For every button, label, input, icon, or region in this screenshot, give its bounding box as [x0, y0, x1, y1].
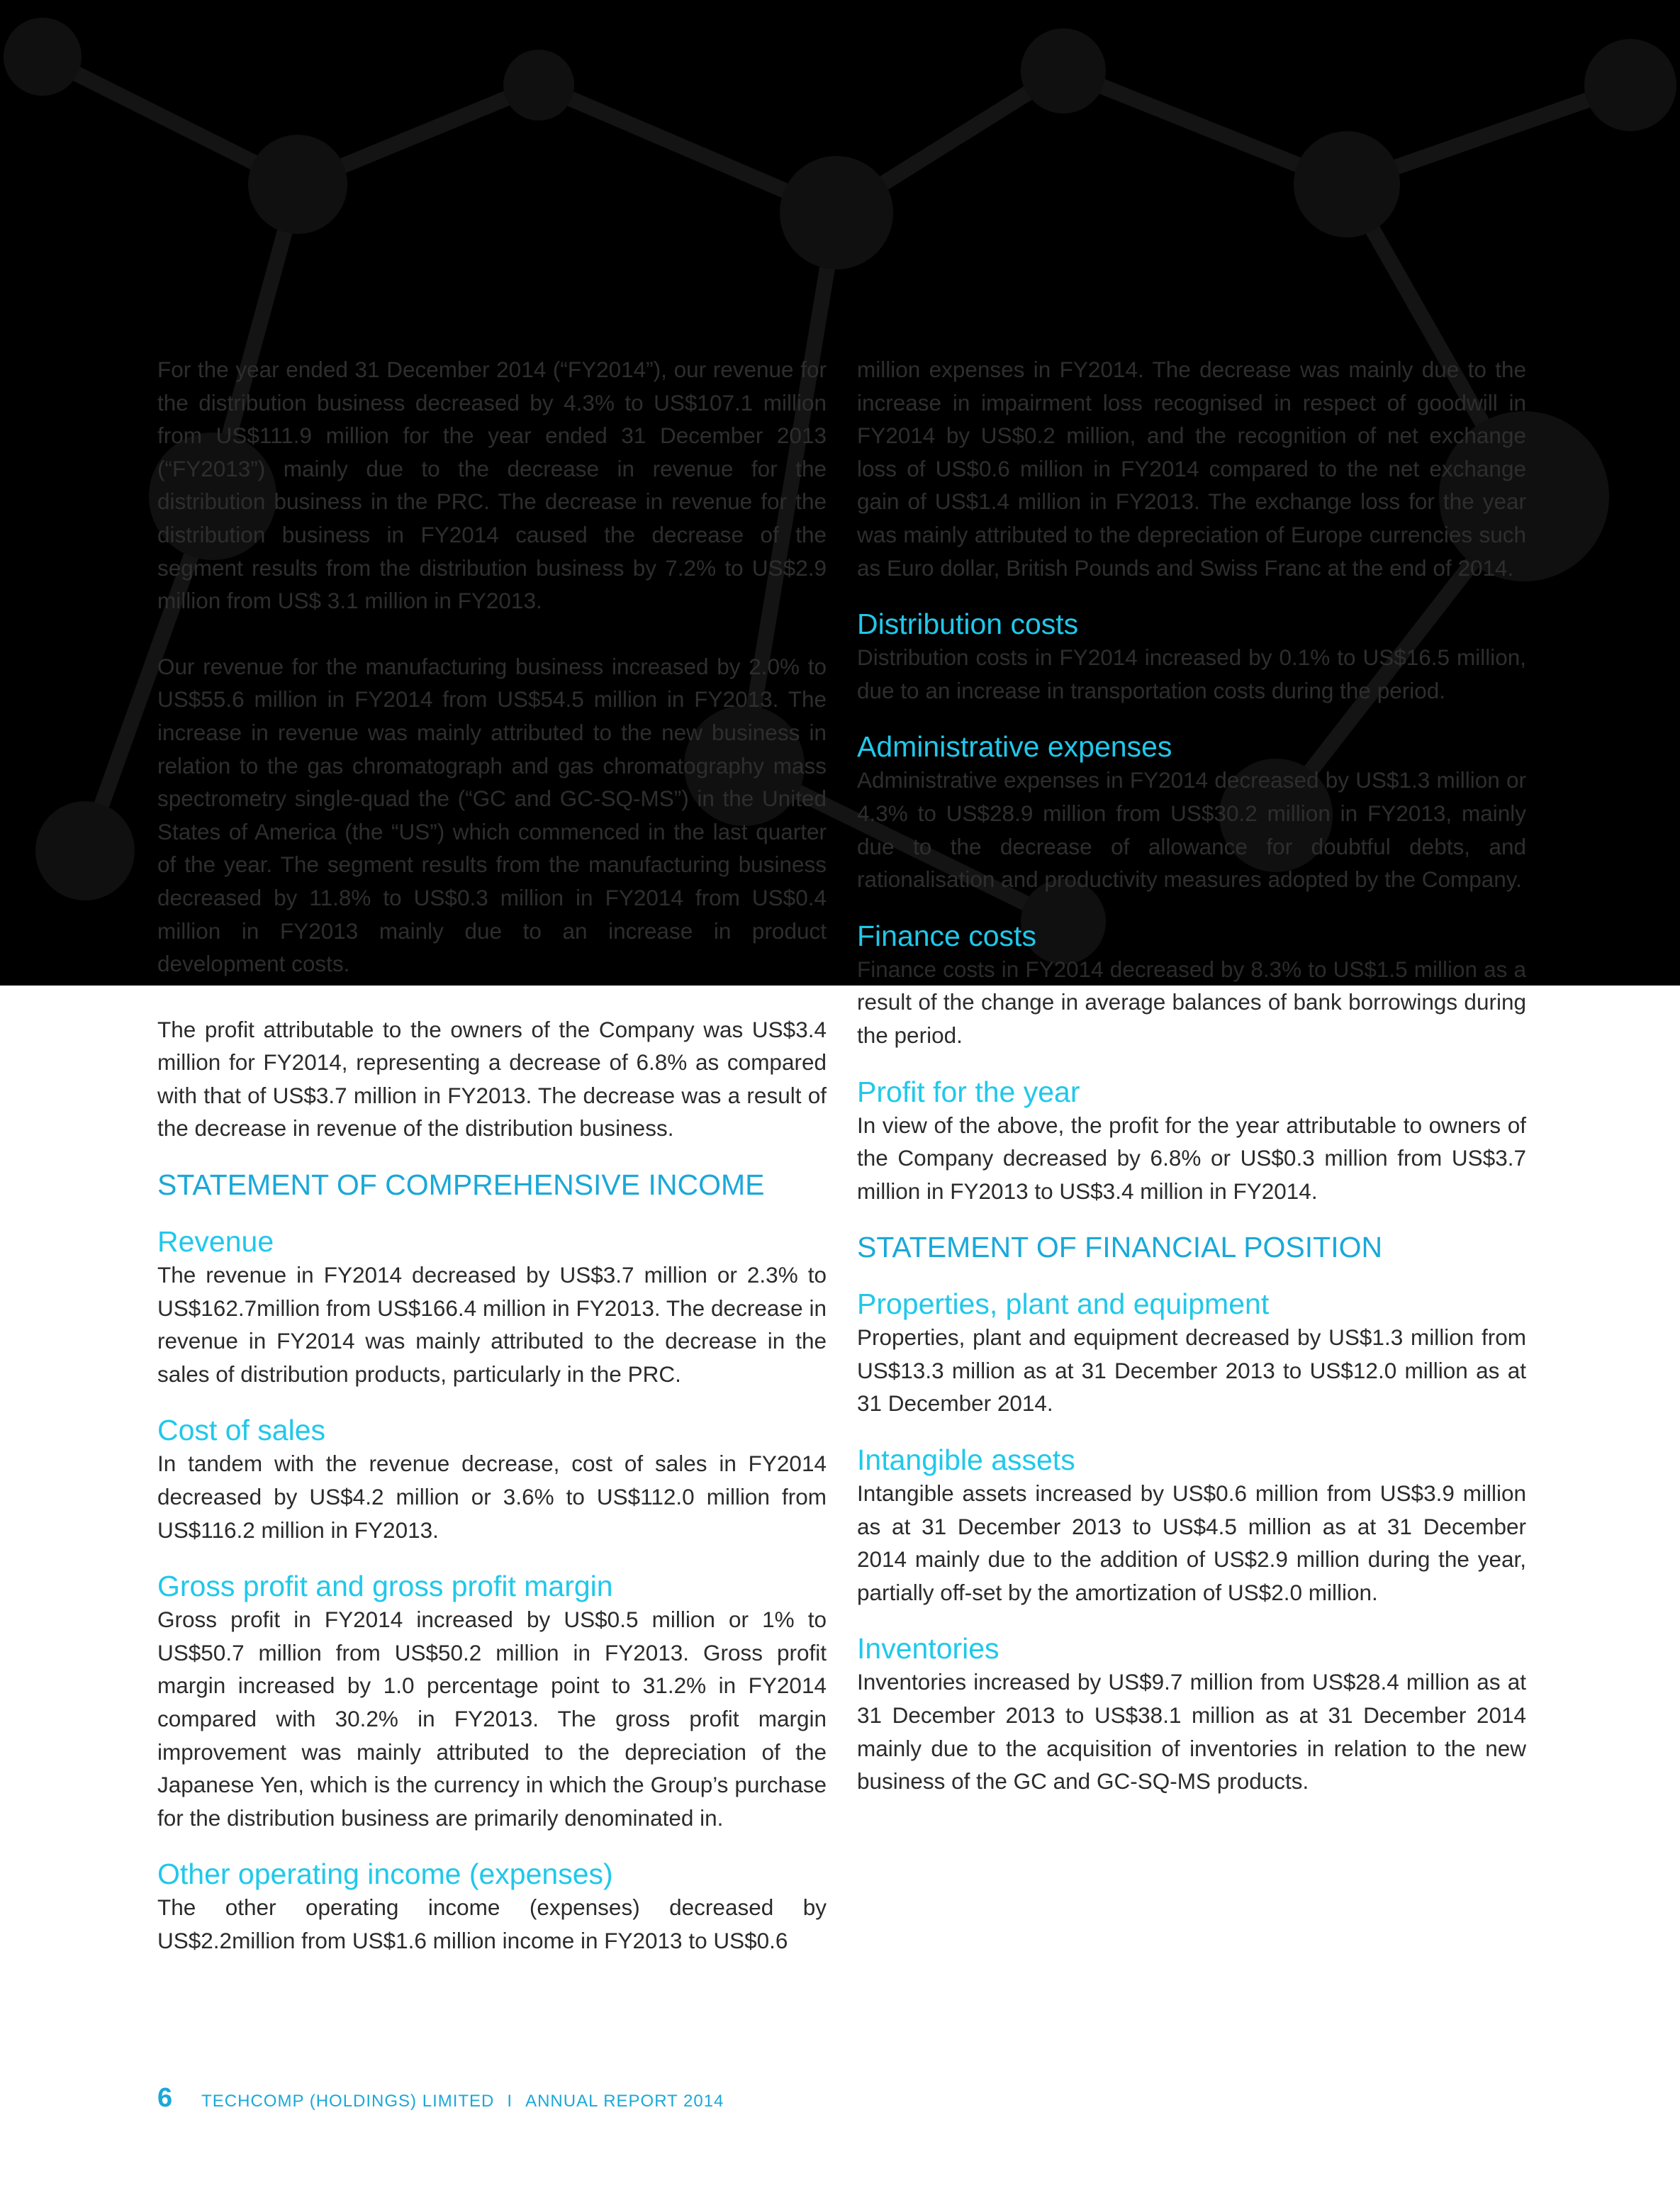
subheading-cost-of-sales: Cost of sales [157, 1414, 325, 1447]
revenue-paragraph: The revenue in FY2014 decreased by US$3.7 million or 2.3% to US$162.7million from US$166.4 million in FY2013. The decrease in revenue in FY2014 was mainly attributed to the decrease in the sales of distribution products, particularly in the PRC. [157, 1262, 827, 1387]
subheading-other-operating-income: Other operating income (expenses) [157, 1858, 613, 1891]
page-footer [157, 2083, 724, 2114]
inventories-paragraph: Inventories increased by US$9.7 million from US$28.4 million as at 31 December 2013 to US$38.1 million as at 31 December 2014 mainly due to the acquisition of inventories in relation to the new business of the GC and GC-SQ-MS products. [857, 1669, 1526, 1795]
footer-report-title: ANNUAL REPORT 2014 [525, 2092, 724, 2111]
section-heading-financial-position: STATEMENT OF FINANCIAL POSITION [857, 1231, 1383, 1264]
subheading-intangible-assets: Intangible assets [857, 1444, 1075, 1477]
manufacturing-business-paragraph: Our revenue for the manufacturing business increased by 2.0% to US$55.6 million in FY2014 from US$54.5 million in FY2013. The increase in revenue was mainly attributed to the new business in relation to the gas chromatograph and gas chromatography mass spectrometry single-quad the (“GC and GC-SQ-MS”) in the United States of America (the “US”) which commenced in the last quarter of the year. The segment results from the manufacturing business decreased by 11.8% to US$0.3 million in FY2014 from US$0.4 million in FY2013 mainly due to an increase in product development costs. [157, 653, 827, 977]
section-heading-comprehensive-income: STATEMENT OF COMPREHENSIVE INCOME [157, 1168, 765, 1202]
subheading-revenue: Revenue [157, 1225, 274, 1258]
footer-separator: I [507, 2092, 513, 2111]
right-column [857, 353, 1526, 1798]
subheading-properties-plant-equipment: Properties, plant and equipment [857, 1288, 1270, 1321]
distribution-costs-paragraph: Distribution costs in FY2014 increased by 0.1% to US$16.5 million, due to an increase in transportation costs during the period. [857, 644, 1526, 703]
subheading-inventories: Inventories [857, 1632, 999, 1665]
footer-company-name: TECHCOMP (HOLDINGS) LIMITED [201, 2092, 495, 2111]
other-operating-income-paragraph: The other operating income (expenses) decreased by US$2.2million from US$1.6 million income in FY2013 to US$0.6 [157, 1894, 827, 1953]
other-operating-income-continued-paragraph: million expenses in FY2014. The decrease was mainly due to the increase in impairment loss recognised in respect of goodwill in FY2014 by US$0.2 million, and the recognition of net exchange loss of US$0.6 million in FY2014 compared to the net exchange gain of US$1.4 million in FY2013. The exchange loss for the year was mainly attributed to the depreciation of Europe currencies such as Euro dollar, British Pounds and Swiss Franc at the end of 2014. [857, 357, 1526, 581]
profit-for-the-year-paragraph: In view of the above, the profit for the year attributable to owners of the Company decreased by 6.8% or US$0.3 million from US$3.7 million in FY2013 to US$3.4 million in FY2014. [857, 1112, 1526, 1204]
subheading-administrative-expenses: Administrative expenses [857, 730, 1172, 764]
properties-plant-equipment-paragraph: Properties, plant and equipment decreased by US$1.3 million from US$13.3 million as at 31 December 2013 to US$12.0 million as at 31 December 2014. [857, 1324, 1526, 1417]
subheading-gross-profit: Gross profit and gross profit margin [157, 1570, 613, 1603]
cost-of-sales-paragraph: In tandem with the revenue decrease, cost of sales in FY2014 decreased by US$4.2 million or 3.6% to US$112.0 million from US$116.2 million in FY2013. [157, 1451, 827, 1543]
subheading-finance-costs: Finance costs [857, 919, 1036, 952]
profit-attributable-paragraph: The profit attributable to the owners of the Company was US$3.4 million for FY2014, representing a decrease of 6.8% as compared with that of US$3.7 million in FY2013. The decrease was a result of the decrease in revenue of the distribution business. [157, 1016, 827, 1142]
intangible-assets-paragraph: Intangible assets increased by US$0.6 million from US$3.9 million as at 31 December 2013 to US$4.5 million as at 31 December 2014 mainly due to the addition of US$2.9 million during the year, partially off-set by the amortization of US$2.0 million. [857, 1480, 1526, 1605]
administrative-expenses-paragraph: Administrative expenses in FY2014 decreased by US$1.3 million or 4.3% to US$28.9 million from US$30.2 million in FY2013, mainly due to the decrease of allowance for doubtful debts, and rationalisation and productivity measures adopted by the Company. [857, 767, 1526, 893]
finance-costs-paragraph: Finance costs in FY2014 decreased by 8.3% to US$1.5 million as a result of the change in average balances of bank borrowings during the period. [857, 956, 1526, 1048]
page-number: 6 [157, 2083, 174, 2113]
left-column [157, 353, 827, 1958]
subheading-distribution-costs: Distribution costs [857, 608, 1079, 641]
distribution-business-paragraph: For the year ended 31 December 2014 (“FY2014”), our revenue for the distribution business decreased by 4.3% to US$107.1 million from US$111.9 million for the year ended 31 December 2013 (“FY2013”) mainly due to the decrease in revenue for the distribution business in the PRC. The decrease in revenue for the distribution business in FY2014 caused the decrease of the segment results from the distribution business by 7.2% to US$2.9 million from US$ 3.1 million in FY2013. [157, 357, 827, 614]
subheading-profit-for-the-year: Profit for the year [857, 1075, 1080, 1108]
gross-profit-paragraph: Gross profit in FY2014 increased by US$0.5 million or 1% to US$50.7 million from US$50.2 million in FY2013. Gross profit margin increased by 1.0 percentage point to 31.2% in FY2014 compared with 30.2% in FY2013. The gross profit margin improvement was mainly attributed to the depreciation of the Japanese Yen, which is the currency in which the Group’s purchase for the distribution business are primarily denominated in. [157, 1607, 827, 1831]
